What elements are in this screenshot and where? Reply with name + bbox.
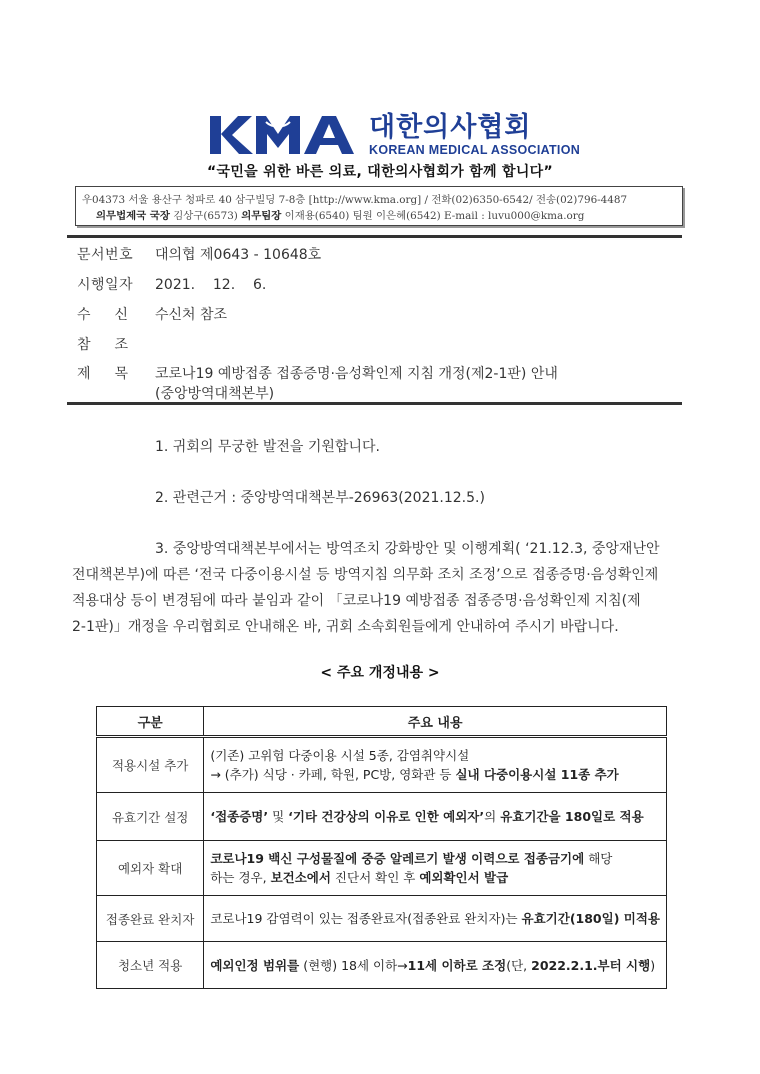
department-label: 의무법제국 국장 [96,210,170,222]
contact-line [96,207,584,222]
content-emphasis: 유효기간을 180일로 적용 [500,809,644,824]
row-category: 청소년 적용 [97,942,204,989]
subject-line1: 코로나19 예방접종 접종증명·음성확인제 지침 개정(제2-1판) 안내 [155,366,558,382]
content-emphasis: 예외확인서 발급 [419,870,509,885]
row-content [204,942,667,989]
department-head: 김상구(6573) [173,210,238,222]
content-line: (기존) 고위험 다중이용 시설 5종, 감염취약시설 [210,748,470,763]
row-content [204,896,667,942]
content-text: 하는 경우, [210,870,271,885]
table-row [97,896,667,942]
changes-table [96,706,667,989]
content-text: (현행) 18세 이하→ [299,957,408,973]
slogan: “국민을 위한 바른 의료, 대한의사협회가 함께 합니다” [207,164,553,180]
content-text: 의 [484,809,501,824]
content-emphasis: 코로나19 백신 구성물질에 중증 알레르기 발생 이력으로 접종금기에 [210,851,585,866]
date-label: 시행일자 [77,277,134,293]
address-line: 우04373 서울 용산구 청파로 40 삼구빌딩 7-8층 [http://www.kma.org] / 전화(02)6350-6542/ 전송(02)796-4487 [82,194,628,206]
reference-row [77,334,155,354]
doc-number: 대의협 제0643 - 10648호 [155,247,322,263]
content-emphasis: 11세 이하로 조정 [407,957,507,973]
table-row [97,942,667,989]
team-contacts: 이재용(6540) 팀원 이은혜(6542) E-mail : luvu000@kma.org [284,210,585,222]
content-emphasis: 유효기간(180일) 미적용 [521,911,660,926]
subject-line2: (중앙방역대책본부) [155,386,275,402]
content-text: 및 [268,809,289,824]
row-content [204,841,667,896]
paragraph-3-line2: 전대책본부)에 따른 ‘전국 다중이용시설 등 방역지침 의무화 조치 조정’으로 접종증명·음성확인제 [72,567,659,583]
recipient-row [77,304,227,324]
doc-number-label: 문서번호 [77,247,134,263]
content-text: 코로나19 감염력이 있는 접종완료자(접종완료 완치자)는 [210,911,522,926]
divider-top [67,235,682,238]
reference-label: 참조 [77,337,153,353]
row-category: 예외자 확대 [97,841,204,896]
row-content [204,737,667,793]
table-header-row [97,707,667,737]
table-row [97,841,667,896]
row-category: 접종완료 완치자 [97,896,204,942]
issue-date: 2021. 12. 6. [155,277,267,293]
row-category: 유효기간 설정 [97,793,204,841]
org-name-korean: 대한의사협회 [369,112,532,143]
kma-logo-mark-icon [208,112,363,158]
divider-bottom [67,402,682,405]
content-line [210,765,660,784]
paragraph-2: 2. 관련근거 : 중앙방역대책본부-26963(2021.12.5.) [155,490,485,506]
content-emphasis: ‘기타 건강상의 이유로 인한 예외자’ [288,809,485,824]
kma-logo-text [369,113,580,157]
row-content [204,793,667,841]
changes-title: < 주요 개정내용 > [320,665,440,681]
paragraph-3-line3: 적용대상 등이 변경됨에 따라 붙임과 같이 「코로나19 예방접종 접종증명·음성확인제 지침(제 [72,593,641,609]
paragraph-3-line4: 2-1판)」개정을 우리협회로 안내해온 바, 귀회 소속회원들에게 안내하여 주시기 바랍니다. [72,619,619,635]
content-line [210,868,660,887]
recipient-label: 수신 [77,307,153,323]
table-row [97,737,667,793]
doc-number-row [77,244,321,264]
team-leader-label: 의무팀장 [241,210,282,222]
paragraph-1: 1. 귀회의 무궁한 발전을 기원합니다. [155,439,380,455]
content-emphasis: 예외인정 범위를 [210,957,300,973]
subject-label: 제목 [77,366,153,382]
content-emphasis: 보건소에서 [270,870,331,885]
subject-row [77,363,558,383]
paragraph-3-line1: 3. 중앙방역대책본부에서는 방역조치 강화방안 및 이행계획( ‘21.12.3, 중앙재난안 [155,541,660,557]
date-row [77,274,266,294]
content-text: 진단서 확인 후 [330,870,420,885]
content-line [210,849,660,868]
header-category: 구분 [97,707,204,737]
content-text: 해당 [584,851,613,866]
row-category: 적용시설 추가 [97,737,204,793]
recipient: 수신처 참조 [155,307,228,323]
paragraph-3 [72,536,687,640]
table-row [97,793,667,841]
header-content: 주요 내용 [204,707,667,737]
kma-logo [208,110,580,160]
contact-box [75,186,683,226]
org-name-english: KOREAN MEDICAL ASSOCIATION [369,143,581,157]
content-emphasis: ‘접종증명’ [210,809,269,824]
content-emphasis: 2022.2.1.부터 시행 [531,957,651,973]
content-text: → (추가) 식당 · 카페, 학원, PC방, 영화관 등 [210,767,456,782]
content-text: ) [650,957,656,973]
content-text: (단, [506,957,532,973]
content-emphasis: 실내 다중이용시설 11종 추가 [455,767,619,782]
